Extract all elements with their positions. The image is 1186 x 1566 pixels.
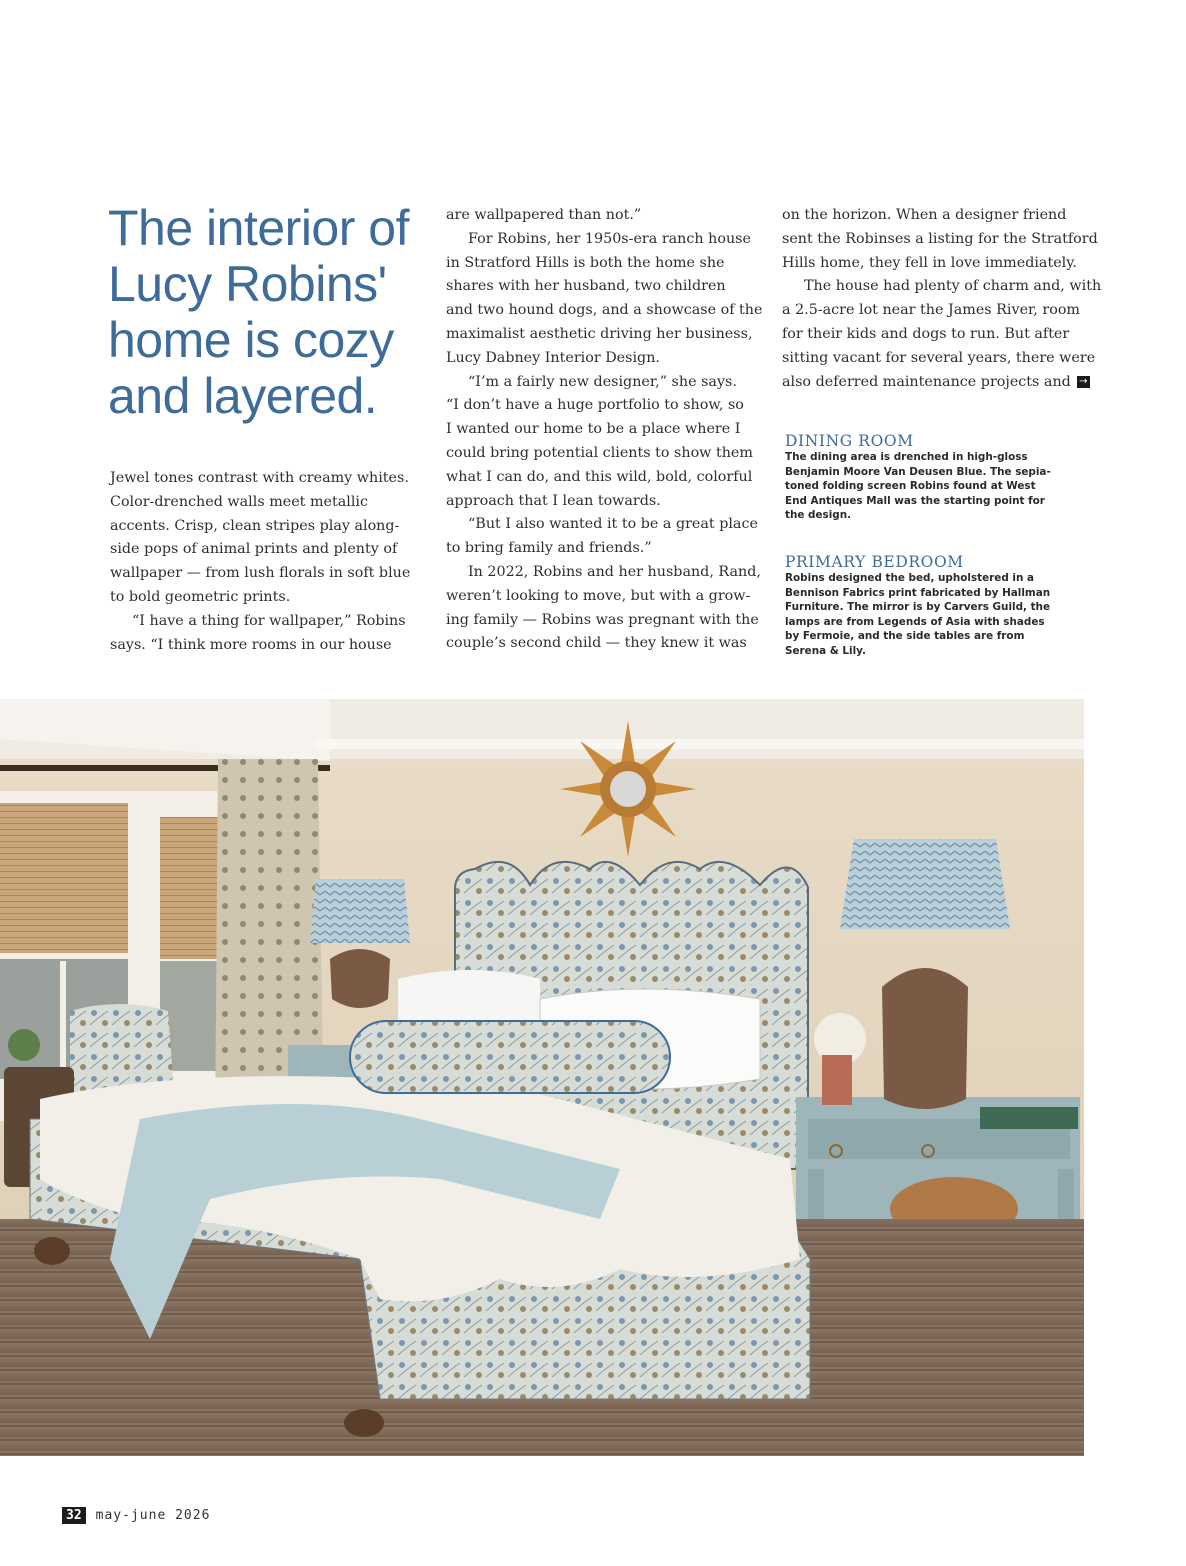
body-line-text: For Robins, her 1950s-era ranch house: [468, 230, 751, 247]
body-line-text: also deferred maintenance projects and: [782, 373, 1071, 390]
body-line-text: sitting vacant for several years, there were: [782, 349, 1096, 366]
caption-line: The dining area is drenched in high-gloss: [785, 451, 1028, 463]
body-line: [110, 467, 412, 491]
body-line-text: Lucy Dabney Interior Design.: [446, 349, 660, 366]
body-column-2: [446, 204, 763, 656]
body-line-text: I wanted our home to be a place where I: [446, 421, 741, 438]
body-line: [446, 275, 748, 299]
headline: [108, 200, 428, 424]
headline-line: home is cozy: [108, 312, 394, 368]
body-line-text: side pops of animal prints and plenty of: [110, 541, 398, 558]
body-line-text: Color-drenched walls meet metallic: [110, 493, 368, 510]
body-line: [782, 204, 1084, 228]
bedroom-photo: [0, 699, 1084, 1456]
body-line-text: wallpaper — from lush florals in soft blue: [110, 565, 411, 582]
body-line-text: sent the Robinses a listing for the Stratford: [782, 230, 1098, 247]
folio: [62, 1506, 210, 1524]
page-number: 32: [62, 1507, 86, 1524]
caption-line: by Fermoie, and the side tables are from: [785, 630, 1025, 643]
body-line-text: In 2022, Robins and her husband, Rand,: [468, 563, 761, 580]
body-line: [446, 204, 748, 228]
body-line: [446, 585, 751, 609]
body-line: [446, 609, 759, 633]
caption-line: Benjamin Moore Van Deusen Blue. The sepia-: [785, 465, 1051, 478]
body-line-text: are wallpapered than not.”: [446, 207, 642, 223]
body-line-text: Jewel tones contrast with creamy whites.: [110, 470, 409, 486]
body-line: [446, 442, 753, 466]
headline-line: The interior of: [108, 200, 409, 256]
body-line: [110, 515, 412, 539]
body-line-text: The house had plenty of charm and, with: [804, 278, 1102, 295]
caption-dining-room: [785, 432, 1085, 523]
body-line: [110, 562, 412, 586]
body-line-text: couple’s second child — they knew it was: [446, 635, 747, 652]
body-line-text: “I have a thing for wallpaper,” Robins: [132, 612, 406, 629]
body-line: [446, 418, 748, 442]
caption-line: the design.: [785, 509, 852, 522]
caption-line: Bennison Fabrics print fabricated by Hallman: [785, 586, 1051, 599]
body-line: [782, 347, 1096, 371]
caption-primary-bedroom: [785, 553, 1085, 659]
body-line-text: approach that I lean towards.: [446, 492, 661, 509]
body-line-text: to bold geometric prints.: [110, 588, 291, 605]
caption-text: [785, 571, 1085, 659]
body-line-text: and two hound dogs, and a showcase of the: [446, 302, 763, 319]
body-line: [110, 634, 412, 658]
headline-line: Lucy Robins': [108, 256, 387, 312]
body-line: [782, 228, 1098, 252]
body-line-text: a 2.5-acre lot near the James River, room: [782, 302, 1080, 319]
body-line-text: for their kids and dogs to run. But after: [782, 325, 1070, 342]
caption-line: End Antiques Mall was the starting point for: [785, 494, 1045, 507]
caption-line: Serena & Lily.: [785, 644, 866, 657]
caption-heading: PRIMARY BEDROOM: [785, 553, 964, 571]
caption-text: [785, 450, 1085, 523]
arrow-right-icon: →: [1077, 376, 1090, 388]
body-column-1: [110, 467, 412, 657]
body-line: [782, 323, 1084, 347]
body-line: [446, 394, 748, 418]
body-line: [446, 537, 748, 561]
body-line: [110, 586, 412, 610]
body-line: [782, 371, 1088, 395]
body-line-text: accents. Crisp, clean stripes play along-: [110, 517, 400, 534]
body-line: [446, 323, 753, 347]
caption-line: Robins designed the bed, upholstered in a: [785, 572, 1034, 584]
body-line: [782, 299, 1084, 323]
body-column-3: [782, 204, 1102, 394]
body-line-text: what I can do, and this wild, bold, colorful: [446, 468, 753, 485]
caption-heading: DINING ROOM: [785, 432, 914, 450]
issue-date: may-june 2026: [95, 1507, 211, 1523]
body-line: [446, 490, 748, 514]
body-line: [110, 491, 412, 515]
body-line: [446, 466, 753, 490]
body-line: [782, 252, 1084, 276]
body-line-text: Hills home, they fell in love immediately.: [782, 254, 1077, 271]
body-line: [446, 632, 748, 656]
body-line-text: ing family — Robins was pregnant with the: [446, 611, 759, 628]
body-line: [446, 299, 763, 323]
body-line: [446, 228, 751, 252]
body-line-text: “I’m a fairly new designer,” she says.: [468, 373, 737, 390]
body-line-text: shares with her husband, two children: [446, 278, 726, 295]
body-line: [782, 275, 1102, 299]
body-line: [446, 347, 748, 371]
body-line-text: “But I also wanted it to be a great place: [468, 516, 758, 533]
body-line: [446, 561, 761, 585]
body-line-text: in Stratford Hills is both the home she: [446, 254, 725, 271]
caption-line: toned folding screen Robins found at West: [785, 480, 1036, 493]
body-line-text: maximalist aesthetic driving her business,: [446, 325, 753, 342]
body-line-text: to bring family and friends.”: [446, 540, 652, 557]
body-line-text: “I don’t have a huge portfolio to show, so: [446, 397, 744, 414]
headline-line: and layered.: [108, 368, 378, 424]
body-line-text: could bring potential clients to show them: [446, 444, 753, 461]
caption-line: Furniture. The mirror is by Carvers Guild, the: [785, 601, 1050, 614]
body-line: [446, 371, 748, 395]
body-line: [446, 513, 758, 537]
caption-line: lamps are from Legends of Asia with shades: [785, 615, 1045, 628]
body-line: [110, 610, 412, 634]
body-line-text: says. “I think more rooms in our house: [110, 636, 392, 653]
body-line: [110, 538, 412, 562]
body-line-text: on the horizon. When a designer friend: [782, 207, 1067, 223]
body-line-text: weren’t looking to move, but with a grow-: [446, 587, 751, 604]
body-line: [446, 252, 748, 276]
